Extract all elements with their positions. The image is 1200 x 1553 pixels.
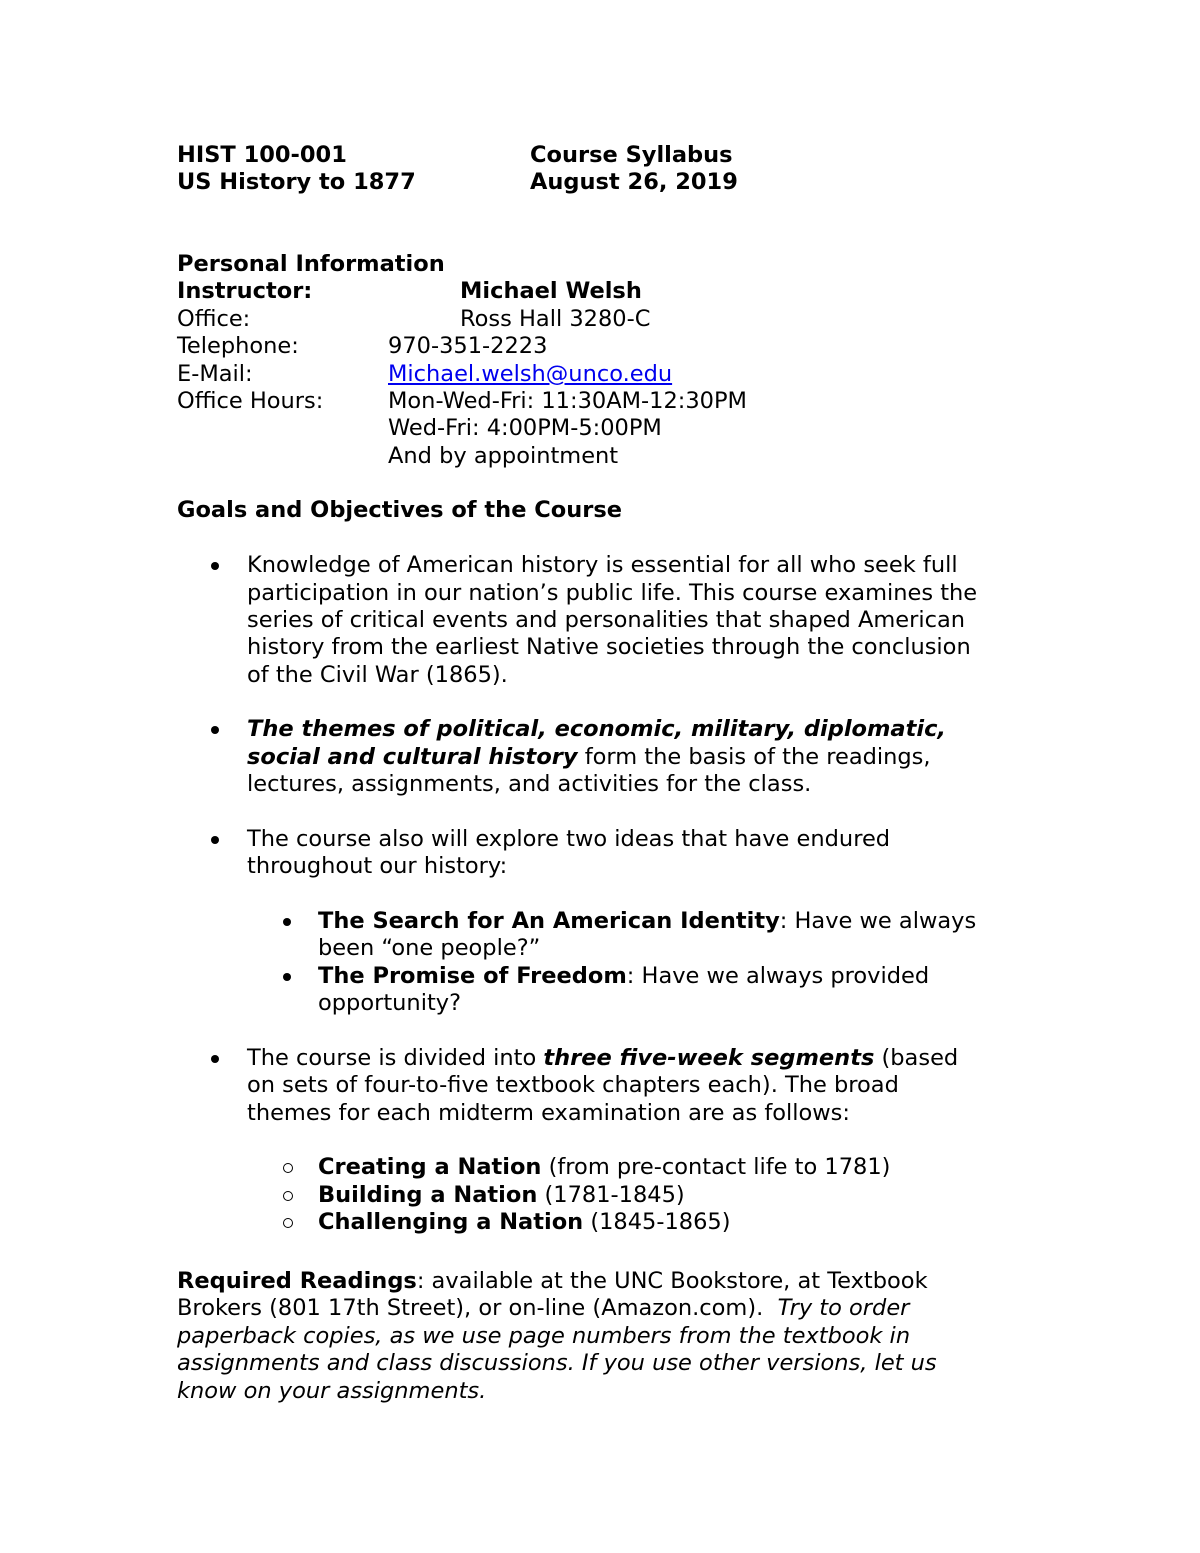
segment-title: Challenging a Nation: [318, 1209, 584, 1235]
readings-text: : available at the UNC Bookstore, at Textbook: [416, 1268, 928, 1294]
goals-heading: Goals and Objectives of the Course: [177, 497, 623, 523]
segment-range: (from pre-contact life to 1781): [541, 1154, 891, 1180]
goal-2-text: form the basis of the readings,: [577, 744, 931, 770]
office-hours-line: And by appointment: [388, 443, 619, 469]
goal-4-emph: three five-week segments: [543, 1045, 875, 1071]
circle-bullet-icon: [283, 1191, 293, 1201]
readings-note: paperback copies, as we use page numbers from the textbook in: [177, 1323, 911, 1349]
goal-1-line: series of critical events and personalities that shaped American: [247, 607, 966, 633]
bullet-icon: [211, 726, 219, 734]
goal-2-line: [247, 744, 931, 771]
email-label: E-Mail:: [177, 361, 253, 387]
email-link[interactable]: Michael.welsh@unco.edu: [388, 361, 673, 387]
document-type: Course Syllabus: [530, 142, 733, 168]
readings-label: Required Readings: [177, 1268, 417, 1294]
readings-line: [177, 1295, 909, 1322]
goal-2-themes-cont: social and cultural history: [247, 744, 578, 770]
goal-1-line: Knowledge of American history is essential for all who seek full: [247, 552, 958, 578]
office-value: Ross Hall 3280-C: [460, 306, 651, 332]
office-label: Office:: [177, 306, 251, 332]
readings-text: Brokers (801 17th Street), or on-line (Amazon.com).: [177, 1295, 778, 1321]
circle-bullet-icon: [283, 1218, 293, 1228]
syllabus-date: August 26, 2019: [530, 169, 738, 195]
instructor-name: Michael Welsh: [460, 278, 642, 304]
readings-note: assignments and class discussions. If you use other versions, let us: [177, 1350, 937, 1376]
bullet-icon: [283, 973, 291, 981]
telephone-label: Telephone:: [177, 333, 299, 359]
goal-1-line: history from the earliest Native societies through the conclusion: [247, 634, 971, 660]
idea-text: : Have we always: [779, 908, 977, 934]
circle-bullet-icon: [283, 1163, 293, 1173]
bullet-icon: [283, 918, 291, 926]
idea-title: The Search for An American Identity: [318, 908, 780, 934]
segment-item: [318, 1154, 890, 1181]
goal-4-text: (based: [874, 1045, 959, 1071]
personal-info-heading: Personal Information: [177, 251, 445, 277]
goal-4-text: The course is divided into: [247, 1045, 544, 1071]
goal-2-themes: The themes of political, economic, military, diplomatic,: [247, 716, 946, 742]
course-code: HIST 100-001: [177, 142, 347, 168]
idea-freedom: [318, 963, 929, 990]
segment-item: [318, 1182, 685, 1209]
segment-title: Building a Nation: [318, 1182, 538, 1208]
office-hours-label: Office Hours:: [177, 388, 324, 414]
segment-title: Creating a Nation: [318, 1154, 542, 1180]
idea-identity: [318, 908, 976, 935]
telephone-value: 970-351-2223: [388, 333, 548, 359]
segment-range: (1845-1865): [583, 1209, 731, 1235]
goal-4-line: [247, 1045, 958, 1072]
segment-item: [318, 1209, 731, 1236]
bullet-icon: [211, 1055, 219, 1063]
idea-text: : Have we always provided: [626, 963, 930, 989]
segment-range: (1781-1845): [537, 1182, 685, 1208]
goal-4-line: on sets of four-to-five textbook chapters each). The broad: [247, 1072, 899, 1098]
readings-line: [177, 1268, 928, 1295]
office-hours-line: Wed-Fri: 4:00PM-5:00PM: [388, 415, 662, 441]
bullet-icon: [211, 836, 219, 844]
readings-note: know on your assignments.: [177, 1378, 487, 1404]
goal-2-line: lectures, assignments, and activities for the class.: [247, 771, 812, 797]
idea-text-cont: been “one people?”: [318, 935, 541, 961]
goal-3-line: throughout our history:: [247, 853, 508, 879]
bullet-icon: [211, 562, 219, 570]
goal-1-line: of the Civil War (1865).: [247, 662, 508, 688]
goal-3-line: The course also will explore two ideas that have endured: [247, 826, 891, 852]
goal-1-line: participation in our nation’s public life. This course examines the: [247, 580, 978, 606]
instructor-label: Instructor:: [177, 278, 313, 304]
office-hours-line: Mon-Wed-Fri: 11:30AM-12:30PM: [388, 388, 747, 414]
idea-title: The Promise of Freedom: [318, 963, 627, 989]
goal-4-line: themes for each midterm examination are as follows:: [247, 1100, 850, 1126]
course-title: US History to 1877: [177, 169, 416, 195]
readings-note: Try to order: [777, 1295, 910, 1321]
idea-text-cont: opportunity?: [318, 990, 462, 1016]
